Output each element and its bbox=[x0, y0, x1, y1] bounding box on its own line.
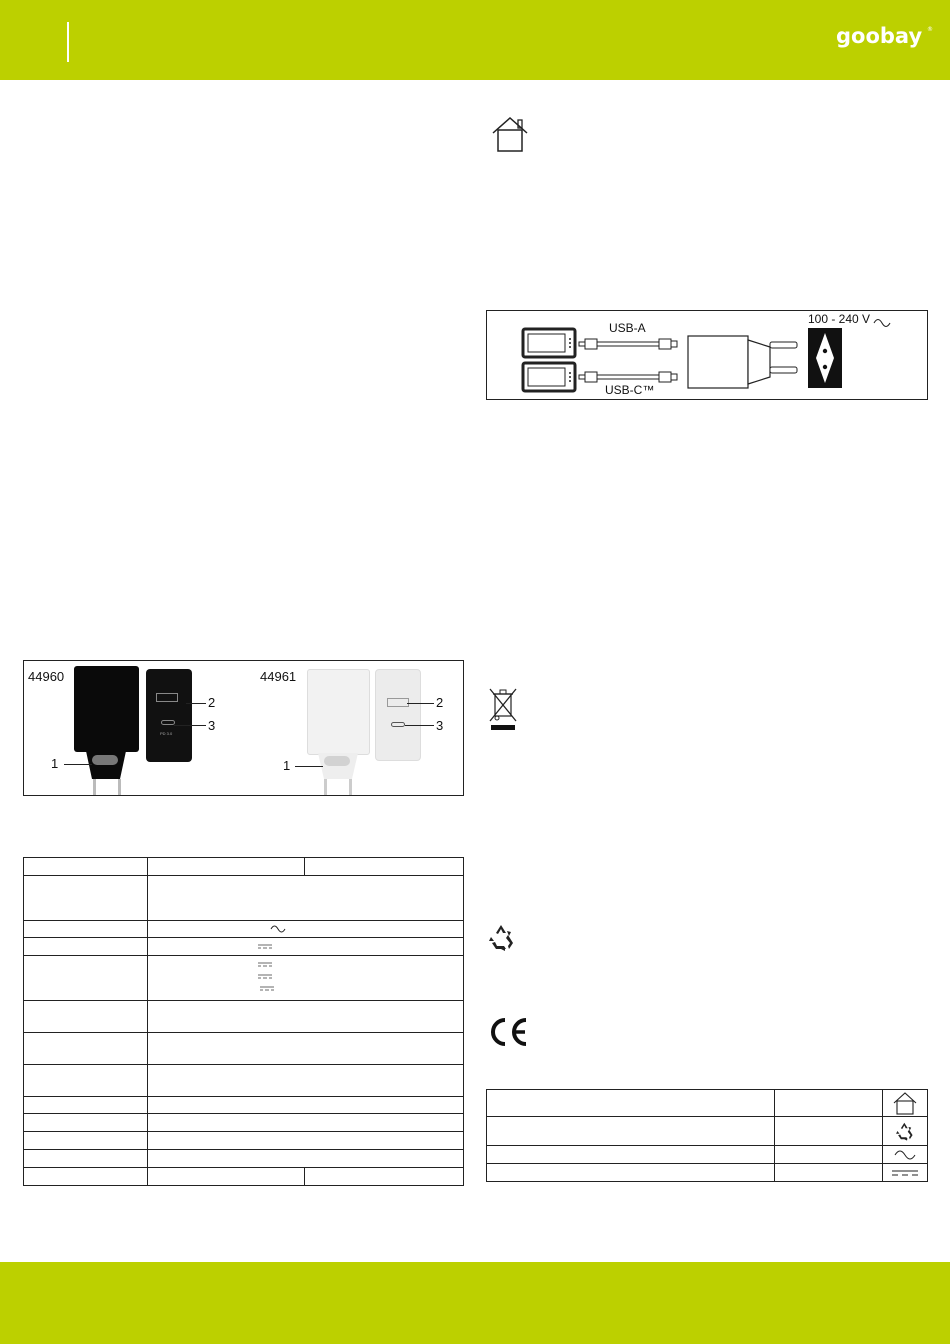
table-row bbox=[24, 1132, 464, 1150]
table-row bbox=[24, 1114, 464, 1132]
plug-pin bbox=[118, 779, 121, 795]
ac-symbol-icon bbox=[270, 924, 286, 934]
usb-a-port bbox=[387, 698, 409, 707]
crossed-bin-icon bbox=[488, 687, 518, 732]
table-row bbox=[24, 1001, 464, 1033]
charger-icon bbox=[688, 336, 797, 388]
connection-diagram bbox=[486, 310, 928, 400]
usb-c-cable bbox=[579, 372, 677, 382]
header-bar bbox=[0, 0, 950, 80]
table-row bbox=[24, 1065, 464, 1097]
svg-text:goobay: goobay bbox=[836, 24, 923, 48]
usb-c-port bbox=[161, 720, 175, 725]
callout-line bbox=[186, 703, 206, 704]
charger-logo-badge bbox=[92, 755, 118, 765]
brand-logo bbox=[836, 22, 934, 52]
callout-2: 2 bbox=[436, 695, 444, 710]
table-row bbox=[24, 1150, 464, 1168]
table-row bbox=[24, 1097, 464, 1114]
smartphone-icon bbox=[523, 329, 575, 357]
table-row bbox=[24, 956, 464, 1001]
plug-pin bbox=[93, 779, 96, 795]
usb-a-port bbox=[156, 693, 178, 702]
model-number-white: 44961 bbox=[260, 669, 297, 684]
wall-socket-icon bbox=[808, 328, 842, 388]
mains-voltage-label: 100 - 240 V bbox=[808, 312, 871, 326]
usb-c-label: USB-C™ bbox=[605, 383, 655, 397]
recycling-icon bbox=[894, 1120, 916, 1142]
dc-symbol-icon bbox=[258, 962, 272, 968]
callout-3: 3 bbox=[208, 718, 216, 733]
charger-black-ports bbox=[146, 669, 192, 762]
table-row bbox=[487, 1117, 928, 1146]
charger-white-ports bbox=[375, 669, 421, 761]
callout-line bbox=[407, 703, 434, 704]
callout-2: 2 bbox=[208, 695, 216, 710]
table-row bbox=[24, 1168, 464, 1186]
recycling-icon bbox=[486, 922, 518, 952]
table-row bbox=[487, 1146, 928, 1164]
header-divider bbox=[67, 22, 69, 62]
callout-line bbox=[174, 725, 206, 726]
callout-line bbox=[295, 766, 323, 767]
charger-black-front bbox=[74, 666, 139, 752]
callout-1: 1 bbox=[51, 756, 59, 771]
usb-c-port bbox=[391, 722, 405, 727]
dc-symbol-icon bbox=[892, 1168, 918, 1178]
table-row bbox=[24, 938, 464, 956]
pd-label: PD 3.0 bbox=[160, 731, 173, 736]
footer-bar bbox=[0, 1262, 950, 1344]
product-photo bbox=[23, 660, 464, 796]
plug-pin bbox=[349, 779, 352, 795]
specification-table bbox=[23, 857, 464, 1186]
symbol-legend-table bbox=[486, 1089, 928, 1182]
charger-logo-badge bbox=[324, 756, 350, 766]
table-row bbox=[487, 1164, 928, 1182]
callout-line bbox=[64, 764, 92, 765]
table-row bbox=[24, 876, 464, 921]
dc-symbol-icon bbox=[260, 986, 274, 992]
ce-mark-icon bbox=[488, 1016, 530, 1048]
house-icon bbox=[490, 115, 530, 153]
ac-symbol-icon bbox=[874, 320, 890, 327]
callout-line bbox=[405, 725, 434, 726]
usb-a-label: USB-A bbox=[609, 321, 646, 335]
ac-symbol-icon bbox=[893, 1149, 917, 1161]
house-icon bbox=[892, 1091, 918, 1115]
charger-white-front bbox=[307, 669, 370, 755]
model-number-black: 44960 bbox=[28, 669, 65, 684]
svg-text:®: ® bbox=[927, 26, 933, 33]
plug-pin bbox=[324, 779, 327, 795]
table-row bbox=[24, 921, 464, 938]
table-row bbox=[24, 858, 464, 876]
callout-3: 3 bbox=[436, 718, 444, 733]
usb-a-cable bbox=[579, 339, 677, 349]
table-row bbox=[487, 1090, 928, 1117]
dc-symbol-icon bbox=[258, 944, 272, 950]
table-row bbox=[24, 1033, 464, 1065]
smartphone-icon bbox=[523, 363, 575, 391]
dc-symbol-icon bbox=[258, 974, 272, 980]
callout-1: 1 bbox=[283, 758, 291, 773]
